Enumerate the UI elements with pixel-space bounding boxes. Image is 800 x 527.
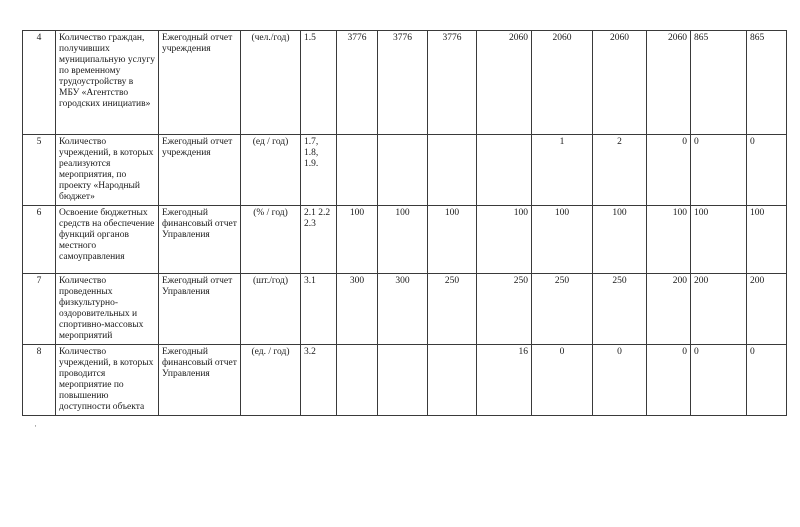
source-cell: Ежегодный финансовый отчет Управления: [159, 206, 241, 274]
value-cell: 1: [532, 135, 593, 206]
unit-cell: (% / год): [241, 206, 301, 274]
value-cell: 100: [378, 206, 428, 274]
table-row: [23, 135, 787, 206]
value-cell: 250: [477, 274, 532, 345]
table-row: [23, 206, 787, 274]
row-number-cell: 8: [23, 345, 56, 416]
value-cell: 3776: [337, 31, 378, 135]
value-cell: 865: [691, 31, 747, 135]
indicator-cell: Количество проведенных физкультурно-оздоровительных и спортивно-массовых мероприятий: [56, 274, 159, 345]
value-cell: 200: [647, 274, 691, 345]
value-cell: 100: [337, 206, 378, 274]
reference-cell: 2.1 2.2 2.3: [301, 206, 337, 274]
value-cell: 16: [477, 345, 532, 416]
table-row: [23, 31, 787, 135]
value-cell: 250: [532, 274, 593, 345]
value-cell: [428, 135, 477, 206]
value-cell: [378, 135, 428, 206]
row-number-cell: 4: [23, 31, 56, 135]
value-cell: 250: [428, 274, 477, 345]
value-cell: [337, 345, 378, 416]
unit-cell: (ед. / год): [241, 345, 301, 416]
value-cell: 0: [691, 345, 747, 416]
value-cell: 2: [593, 135, 647, 206]
value-cell: 100: [477, 206, 532, 274]
table-body: [23, 31, 787, 416]
indicator-cell: Освоение бюджетных средств на обеспечение функций органов местного самоуправления: [56, 206, 159, 274]
value-cell: 300: [378, 274, 428, 345]
value-cell: 0: [747, 345, 787, 416]
value-cell: 2060: [532, 31, 593, 135]
reference-cell: 1.7, 1.8, 1.9.: [301, 135, 337, 206]
value-cell: 0: [532, 345, 593, 416]
table-row: [23, 274, 787, 345]
value-cell: 0: [593, 345, 647, 416]
value-cell: 300: [337, 274, 378, 345]
source-cell: Ежегодный финансовый отчет Управления: [159, 345, 241, 416]
source-cell: Ежегодный отчет Управления: [159, 274, 241, 345]
value-cell: 3776: [378, 31, 428, 135]
value-cell: 200: [747, 274, 787, 345]
indicator-cell: Количество учреждений, в которых реализуются мероприятия, по проекту «Народный бюджет»: [56, 135, 159, 206]
value-cell: 100: [532, 206, 593, 274]
value-cell: 100: [647, 206, 691, 274]
value-cell: 2060: [477, 31, 532, 135]
footer-mark: ·: [34, 421, 37, 431]
reference-cell: 1.5: [301, 31, 337, 135]
value-cell: 100: [747, 206, 787, 274]
row-number-cell: 5: [23, 135, 56, 206]
unit-cell: (шт./год): [241, 274, 301, 345]
value-cell: 2060: [593, 31, 647, 135]
value-cell: [428, 345, 477, 416]
value-cell: 865: [747, 31, 787, 135]
row-number-cell: 6: [23, 206, 56, 274]
table-row: [23, 345, 787, 416]
value-cell: 100: [691, 206, 747, 274]
value-cell: 2060: [647, 31, 691, 135]
value-cell: 100: [428, 206, 477, 274]
reference-cell: 3.2: [301, 345, 337, 416]
value-cell: [477, 135, 532, 206]
unit-cell: (ед / год): [241, 135, 301, 206]
value-cell: 0: [691, 135, 747, 206]
value-cell: 200: [691, 274, 747, 345]
indicators-table: [22, 30, 787, 416]
value-cell: 100: [593, 206, 647, 274]
indicator-cell: Количество учреждений, в которых проводится мероприятие по повышению доступности объекта: [56, 345, 159, 416]
value-cell: 0: [747, 135, 787, 206]
source-cell: Ежегодный отчет учреждения: [159, 31, 241, 135]
source-cell: Ежегодный отчет учреждения: [159, 135, 241, 206]
value-cell: 0: [647, 135, 691, 206]
value-cell: 3776: [428, 31, 477, 135]
row-number-cell: 7: [23, 274, 56, 345]
value-cell: [337, 135, 378, 206]
reference-cell: 3.1: [301, 274, 337, 345]
unit-cell: (чел./год): [241, 31, 301, 135]
value-cell: [378, 345, 428, 416]
indicator-cell: Количество граждан, получивших муниципальную услугу по временному трудоустройству в МБУ «Агентство городских инициатив»: [56, 31, 159, 135]
value-cell: 250: [593, 274, 647, 345]
value-cell: 0: [647, 345, 691, 416]
